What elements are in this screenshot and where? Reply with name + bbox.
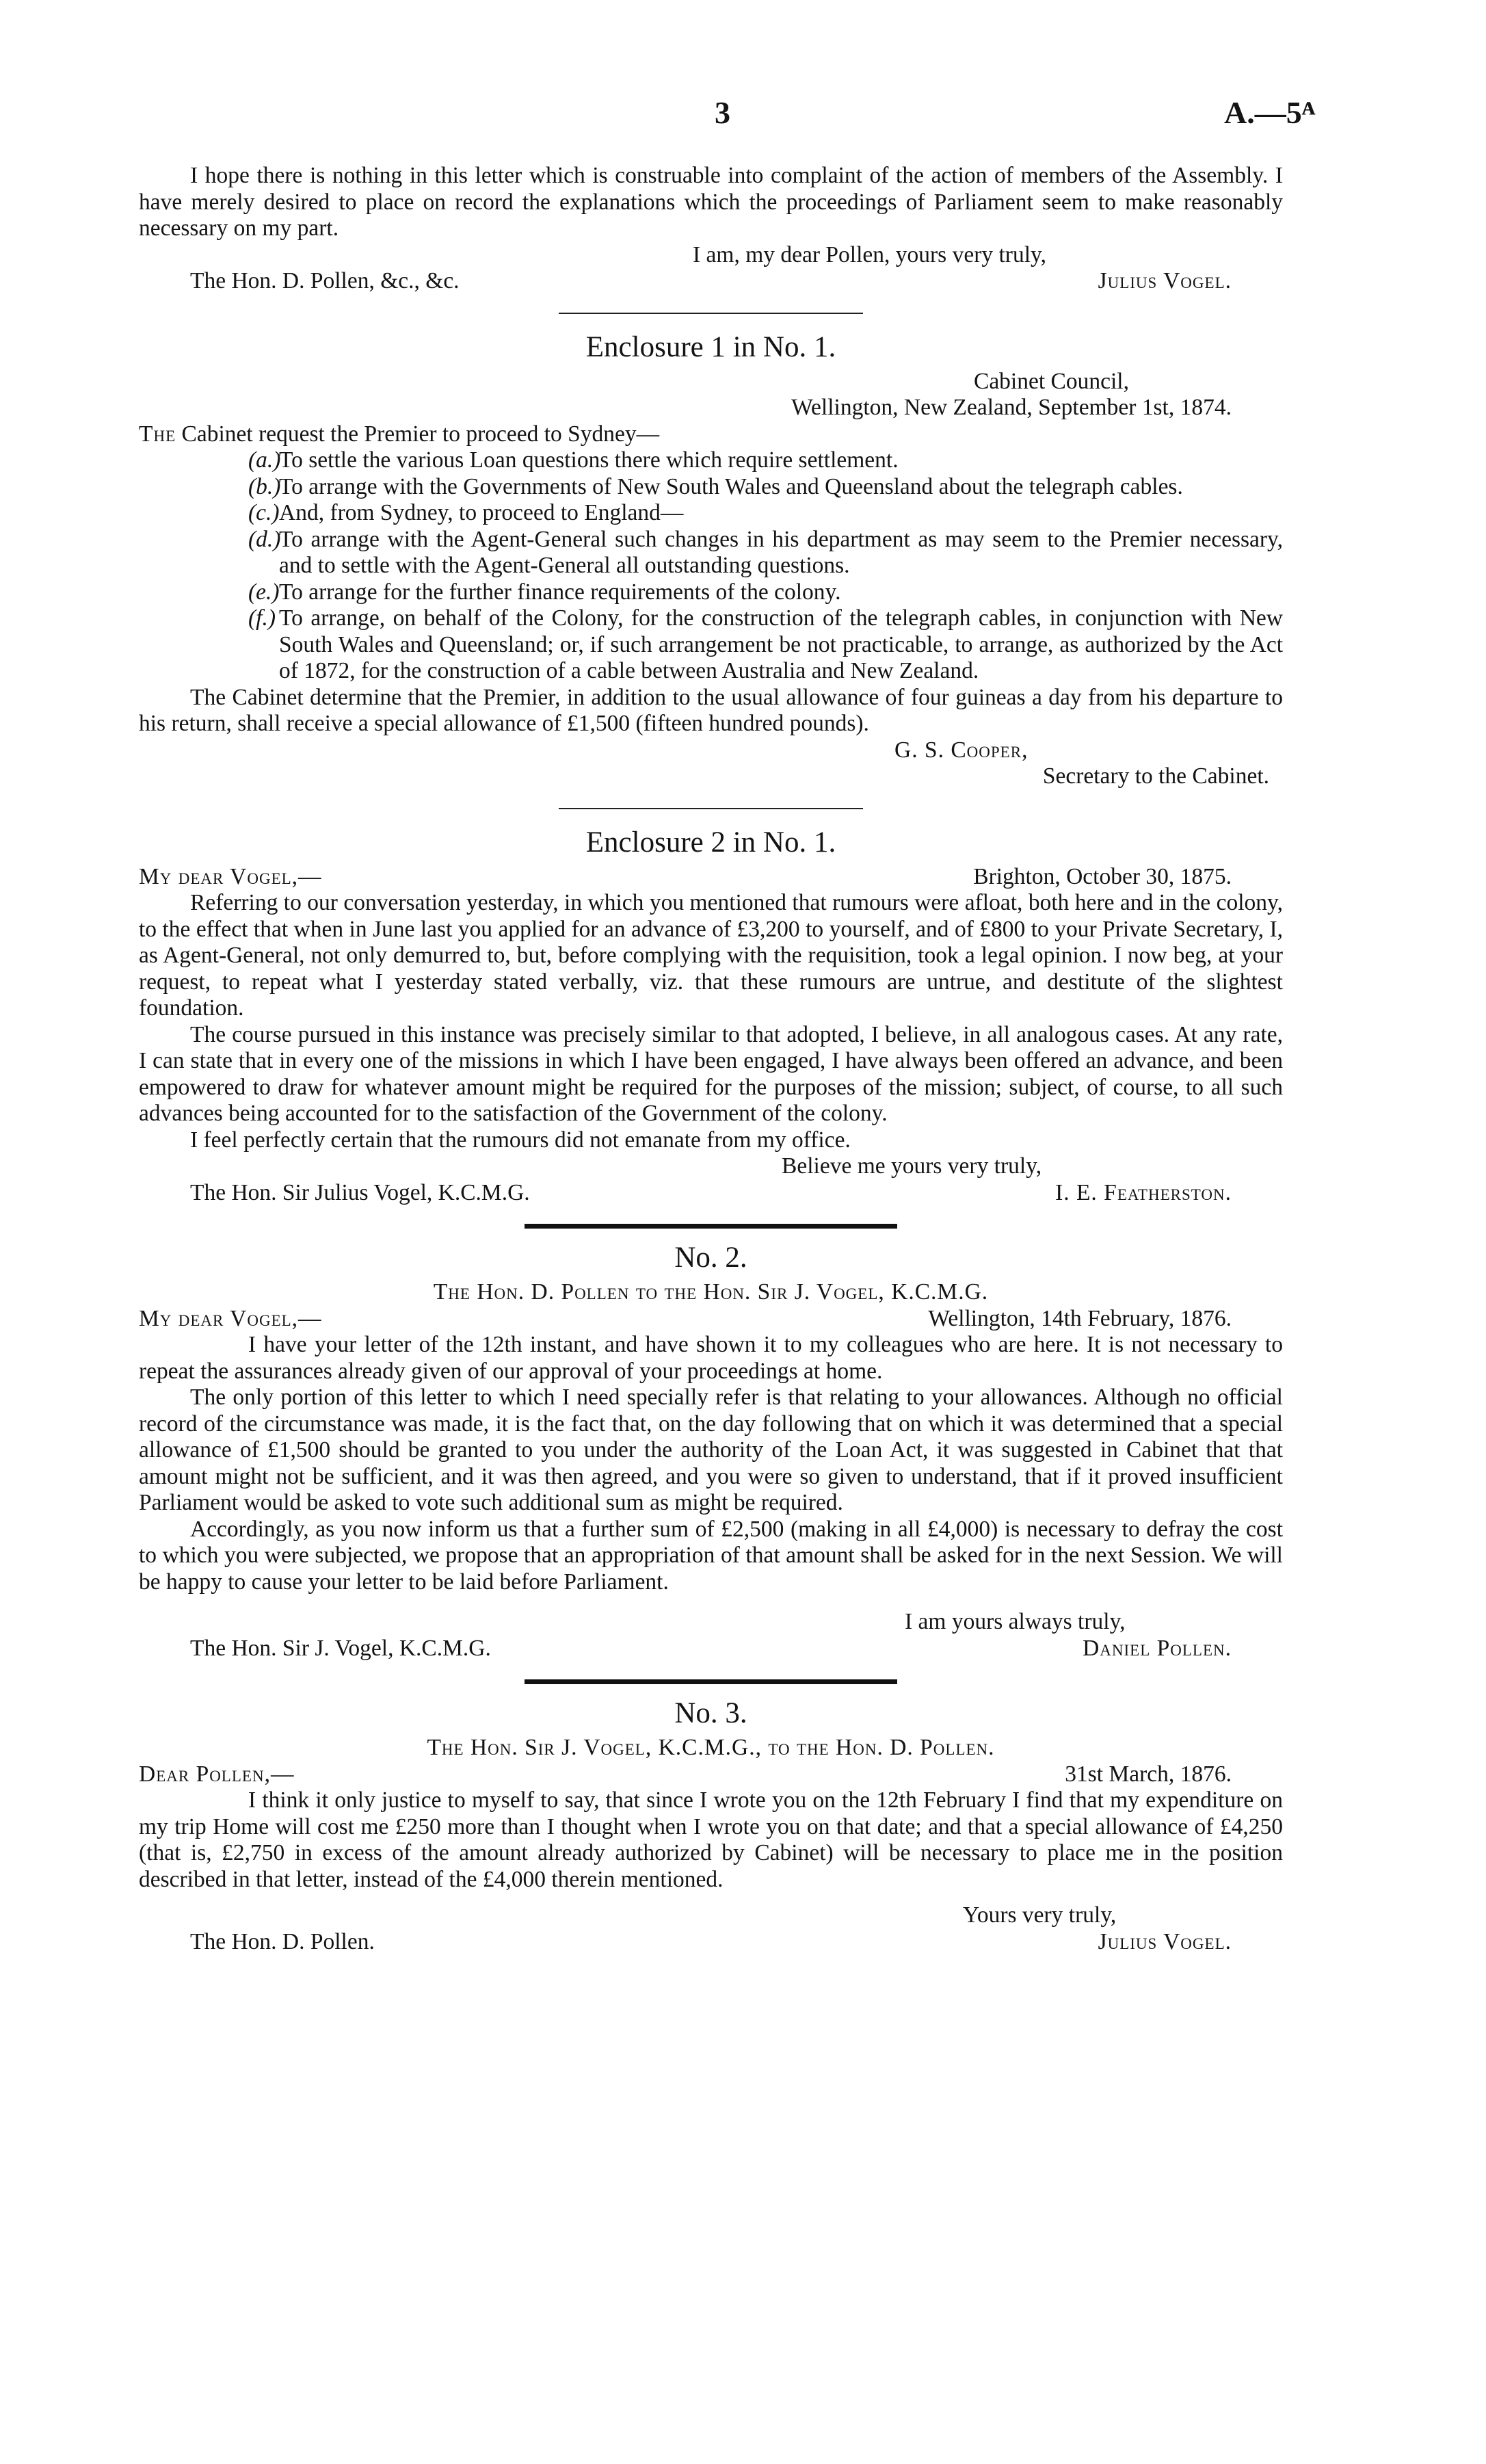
no2-paragraph: Accordingly, as you now inform us that a further sum of £2,500 (making in all £4,000) is necessary to defray the cost to which you were subjected, we propose that an appropriation of that amount shall be asked for in the next Session. We will be happy to cause your letter to be laid before Parliament. [139,1516,1283,1595]
no2-paragraph: I have your letter of the 12th instant, and have shown it to my colleagues who are here. It is not necessary to repeat the assurances already given of our approval of your proceedings at home. [139,1332,1283,1384]
enclosure1-signatory-title: Secretary to the Cabinet. [1042,763,1269,789]
enclosure1-signatory [139,737,1283,764]
item-label: (f.) [248,605,276,631]
no2-addressee: The Hon. Sir J. Vogel, K.C.M.G. [190,1635,491,1661]
no3-subtitle-text: The Hon. Sir J. Vogel, K.C.M.G., to the Hon. D. Pollen. [427,1735,995,1760]
enclosure2-sign-line [139,1180,1283,1207]
no2-salutation-line [139,1306,1283,1333]
section-divider-heavy [525,1224,897,1229]
item-text: To arrange with the Governments of New South Wales and Queensland about the telegraph cables. [279,473,1183,499]
enclosure2-salutation: My dear Vogel,— [139,863,322,889]
no2-salutation: My dear Vogel,— [139,1305,322,1331]
letter-no-3 [139,1696,1283,1955]
enclosure2-paragraph: Referring to our conversation yesterday, in which you mentioned that rumours were afloat, both here and in the colony, to the effect that when in June last you applied for an advance of £3,200 to yourself, and of £800 to your Private Secretary, I, as Agent-General, not only demurred to, but, before complying with the requisition, took a legal opinion. I now beg, at your request, to repeat what I yesterday stated verbally, viz. that these rumours are untrue, and destitute of the slightest foundation. [139,890,1283,1021]
letter1-addressee: The Hon. D. Pollen, &c., &c. [190,268,460,293]
no3-date: 31st March, 1876. [1065,1761,1232,1787]
no3-salutation: Dear Pollen,— [139,1761,295,1787]
enclosure1-intro [139,421,1283,448]
no2-title: No. 2. [674,1242,747,1274]
enclosure-1 [139,330,1283,790]
no3-subtitle [139,1735,1283,1761]
item-label: (e.) [248,579,280,605]
no2-paragraph: The only portion of this letter to which I need specially refer is that relating to your allowances. Although no official record of the circumstance was made, it is the fact that, on the day following that on which it was determined that a special allowance of £1,500 should be granted to you under the authority of the Loan Act, it was suggested in Cabinet that that amount might not be sufficient, and it was then agreed, and you were so given to understand, that if it proved insufficient Parliament would be asked to vote such additional sum as might be required. [139,1385,1283,1515]
no3-closing: Yours very truly, [963,1902,1117,1928]
document-reference: A.—5ᴬ [1224,95,1316,130]
enclosure1-intro-rest: Cabinet request the Premier to proceed to Sydney— [176,421,660,447]
no2-sign-line [139,1636,1283,1662]
enclosure1-title: Enclosure 1 in No. 1. [585,330,836,363]
enclosure2-addressee: The Hon. Sir Julius Vogel, K.C.M.G. [190,1179,530,1205]
section-divider-heavy [525,1679,897,1684]
item-text: And, from Sydney, to proceed to England— [279,500,684,525]
instruction-item [248,605,1283,685]
no2-subtitle-text: The Hon. D. Pollen to the Hon. Sir J. Vogel, K.C.M.G. [433,1279,989,1305]
item-label: (d.) [248,526,281,552]
item-label: (a.) [248,447,281,473]
section-divider [559,313,863,314]
enclosure1-place: Cabinet Council, [973,368,1129,394]
item-text: To settle the various Loan questions there which require settlement. [279,447,899,473]
letter-no-2 [139,1241,1283,1662]
no2-date: Wellington, 14th February, 1876. [928,1305,1232,1331]
enclosure2-title: Enclosure 2 in No. 1. [585,826,836,859]
enclosure2-salutation-line [139,864,1283,891]
instruction-item [248,579,1283,606]
enclosure1-instructions [139,447,1283,685]
enclosure1-intro-lead: The [139,421,176,447]
page-header [0,89,1486,130]
item-text: To arrange with the Agent-General such changes in his department as may seem to the Premier necessary, and to settle with the Agent-General all outstanding questions. [279,526,1283,578]
item-text: To arrange for the further finance requirements of the colony. [279,579,841,605]
enclosure1-determination: The Cabinet determine that the Premier, in addition to the usual allowance of four guineas a day from his departure to his return, shall receive a special allowance of £1,500 (fifteen hundred pounds). [139,684,1283,736]
enclosure-2 [139,826,1283,1207]
page-number: 3 [715,95,730,130]
instruction-item [248,500,1283,527]
page-content [139,163,1283,1955]
enclosure2-closing: Believe me yours very truly, [782,1153,1042,1179]
enclosure2-paragraph: The course pursued in this instance was precisely similar to that adopted, I believe, in all analogous cases. At any rate, I can state that in every one of the missions in which I have been engaged, I have always been offered an advance, and been empowered to draw for whatever amount might be required for the purposes of the mission; subject, of course, to all such advances being accounted for to the satisfaction of the Government of the colony. [139,1021,1283,1126]
instruction-item [248,447,1283,474]
no3-title: No. 3. [674,1697,747,1729]
enclosure2-paragraph: I feel perfectly certain that the rumours did not emanate from my office. [190,1127,851,1153]
no3-salutation-line [139,1761,1283,1788]
section-divider [559,808,863,809]
no3-signature: Julius Vogel. [1098,1928,1232,1954]
instruction-item [248,527,1283,579]
enclosure1-date: Wellington, New Zealand, September 1st, 1874. [791,395,1232,420]
letter1-closing: I am, my dear Pollen, yours very truly, [693,241,1046,267]
no2-closing: I am yours always truly, [905,1609,1126,1634]
instruction-item [248,474,1283,501]
enclosure2-signature: I. E. Featherston. [1055,1179,1232,1205]
no3-addressee: The Hon. D. Pollen. [190,1928,375,1954]
letter1-body: I hope there is nothing in this letter which is construable into complaint of the action of members of the Assembly. I have merely desired to place on record the explanations which the proceedings of Parliament seem to make reasonably necessary on my part. [139,163,1283,241]
letter1-sign-line [139,268,1283,295]
letter1-signature: Julius Vogel. [1098,268,1232,293]
no2-subtitle [139,1279,1283,1306]
no3-sign-line [139,1929,1283,1956]
no3-paragraph: I think it only justice to myself to say, that since I wrote you on the 12th February I find that my expenditure on my trip Home will cost me £250 more than I thought when I wrote you on that date; and that a special allowance of £4,250 (that is, £2,750 in excess of the amount already authorized by Cabinet) will be necessary to place me in the position described in that letter, instead of the £4,000 therein mentioned. [139,1787,1283,1892]
signatory-name: G. S. Cooper, [894,737,1029,763]
no2-signature: Daniel Pollen. [1083,1635,1232,1661]
item-label: (c.) [248,500,280,525]
item-label: (b.) [248,473,281,499]
item-text: To arrange, on behalf of the Colony, for the construction of the telegraph cables, in conjunction with New South Wales and Queensland; or, if such arrangement be not practicable, to arrange, as authorized by the Act of 1872, for the construction of a cable between Australia and New Zealand. [279,605,1283,683]
enclosure2-date: Brighton, October 30, 1875. [973,863,1232,889]
letter-vogel-to-pollen-end [139,163,1283,295]
